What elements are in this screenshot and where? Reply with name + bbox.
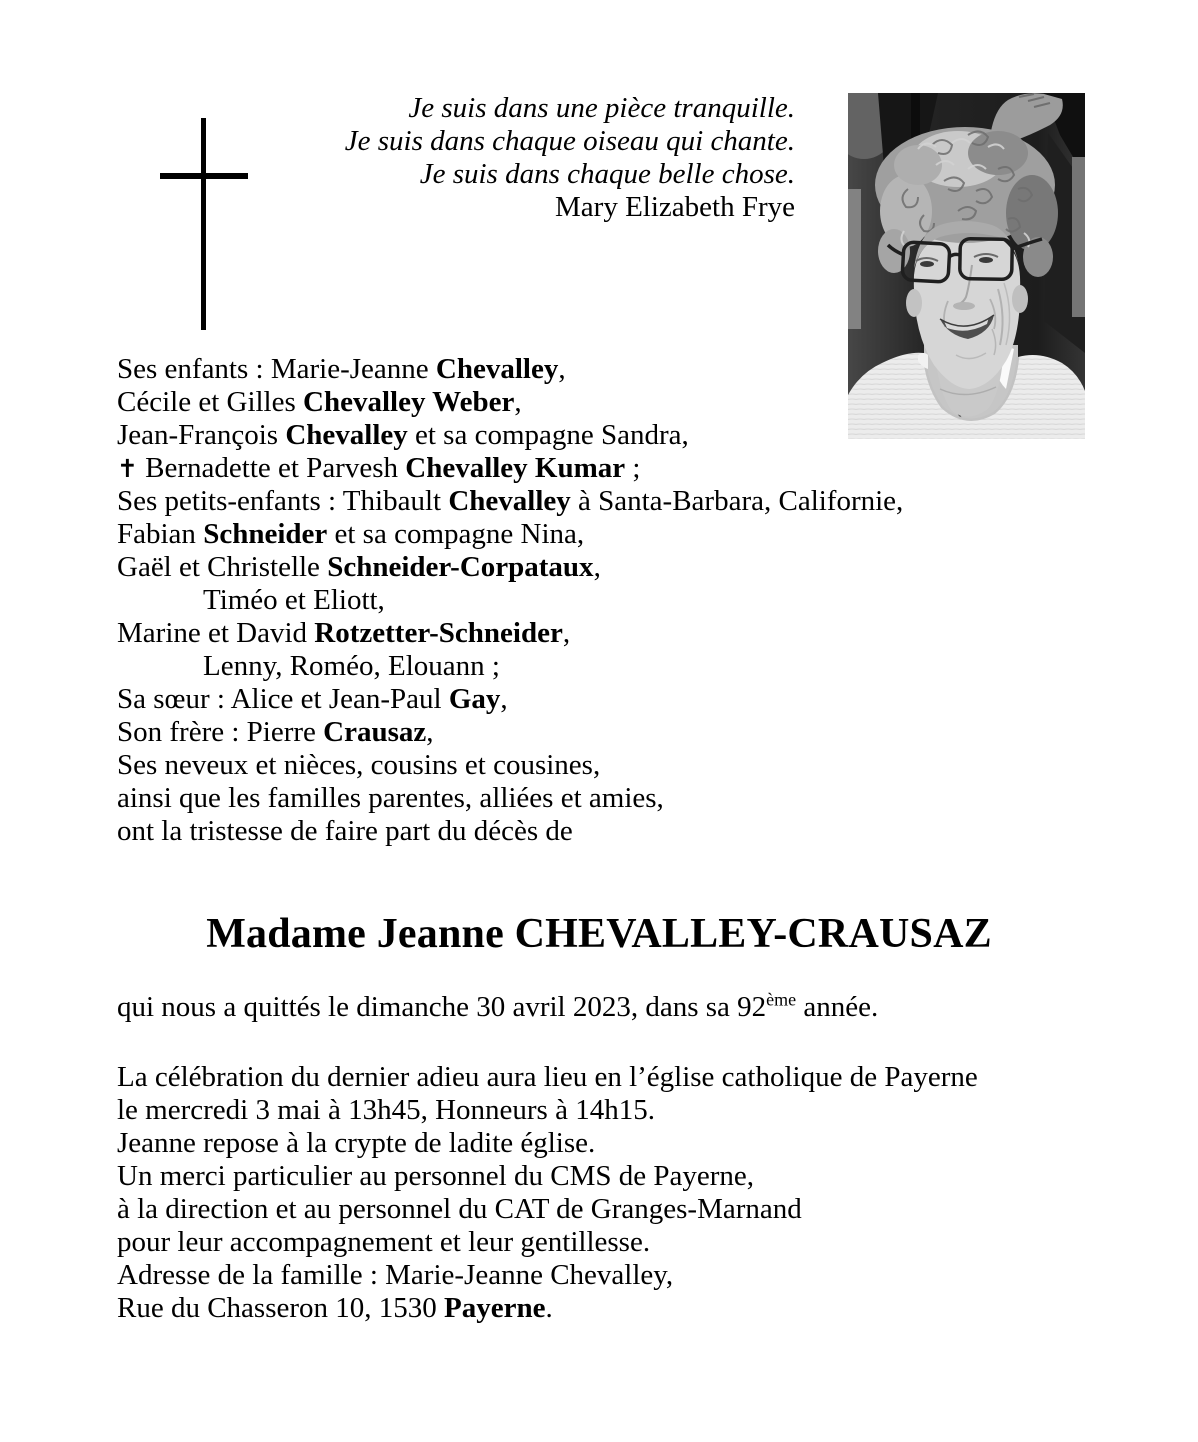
text-line: pour leur accompagnement et leur gentillesse. <box>117 1226 651 1258</box>
text-line: Fabian Schneider et sa compagne Nina, <box>117 518 585 550</box>
text-line: Son frère : Pierre Crausaz, <box>117 716 434 748</box>
text-line: Jean-François Chevalley et sa compagne Sandra, <box>117 419 689 451</box>
memorial-cross-glyph: ✝ <box>117 454 138 483</box>
text-line: Timéo et Eliott, <box>203 584 385 616</box>
text-line: Ses neveux et nièces, cousins et cousines, <box>117 749 601 781</box>
text-line: qui nous a quittés le dimanche 30 avril 2023, dans sa 92ème année. <box>117 989 879 1023</box>
text-line: Je suis dans chaque oiseau qui chante. <box>344 125 795 157</box>
text-line: Ses petits-enfants : Thibault Chevalley à Santa-Barbara, Californie, <box>117 485 904 517</box>
memorial-cross-icon <box>158 116 258 336</box>
text-line: Marine et David Rotzetter-Schneider, <box>117 617 571 649</box>
text-line: Je suis dans une pièce tranquille. <box>408 92 795 124</box>
death-date-line <box>117 991 1017 1024</box>
text-line: Ses enfants : Marie-Jeanne Chevalley, <box>117 353 566 385</box>
text-line: Cécile et Gilles Chevalley Weber, <box>117 386 522 418</box>
text-line: Adresse de la famille : Marie-Jeanne Chevalley, <box>117 1259 674 1291</box>
poem-block <box>250 92 795 224</box>
text-line: ainsi que les familles parentes, alliées et amies, <box>117 782 664 814</box>
deceased-name-title: Madame Jeanne CHEVALLEY-CRAUSAZ <box>206 911 992 957</box>
ceremony-details <box>117 1061 1037 1325</box>
text-line: Je suis dans chaque belle chose. <box>419 158 795 190</box>
text-line: Gaël et Christelle Schneider-Corpataux, <box>117 551 601 583</box>
poem-author: Mary Elizabeth Frye <box>555 191 795 223</box>
text-line: le mercredi 3 mai à 13h45, Honneurs à 14h15. <box>117 1094 655 1126</box>
text-line: Lenny, Roméo, Elouann ; <box>203 650 500 682</box>
text-line: ont la tristesse de faire part du décès de <box>117 815 573 847</box>
family-announcement <box>117 353 977 848</box>
poem-lines <box>250 92 795 191</box>
text-line: La célébration du dernier adieu aura lieu en l’église catholique de Payerne <box>117 1061 978 1093</box>
text-line: Sa sœur : Alice et Jean-Paul Gay, <box>117 683 508 715</box>
text-line: ✝ Bernadette et Parvesh Chevalley Kumar ; <box>117 452 641 484</box>
text-line: à la direction et au personnel du CAT de Granges-Marnand <box>117 1193 802 1225</box>
text-line: Un merci particulier au personnel du CMS de Payerne, <box>117 1160 755 1192</box>
text-line: Rue du Chasseron 10, 1530 Payerne. <box>117 1292 553 1324</box>
text-line: Jeanne repose à la crypte de ladite église. <box>117 1127 596 1159</box>
